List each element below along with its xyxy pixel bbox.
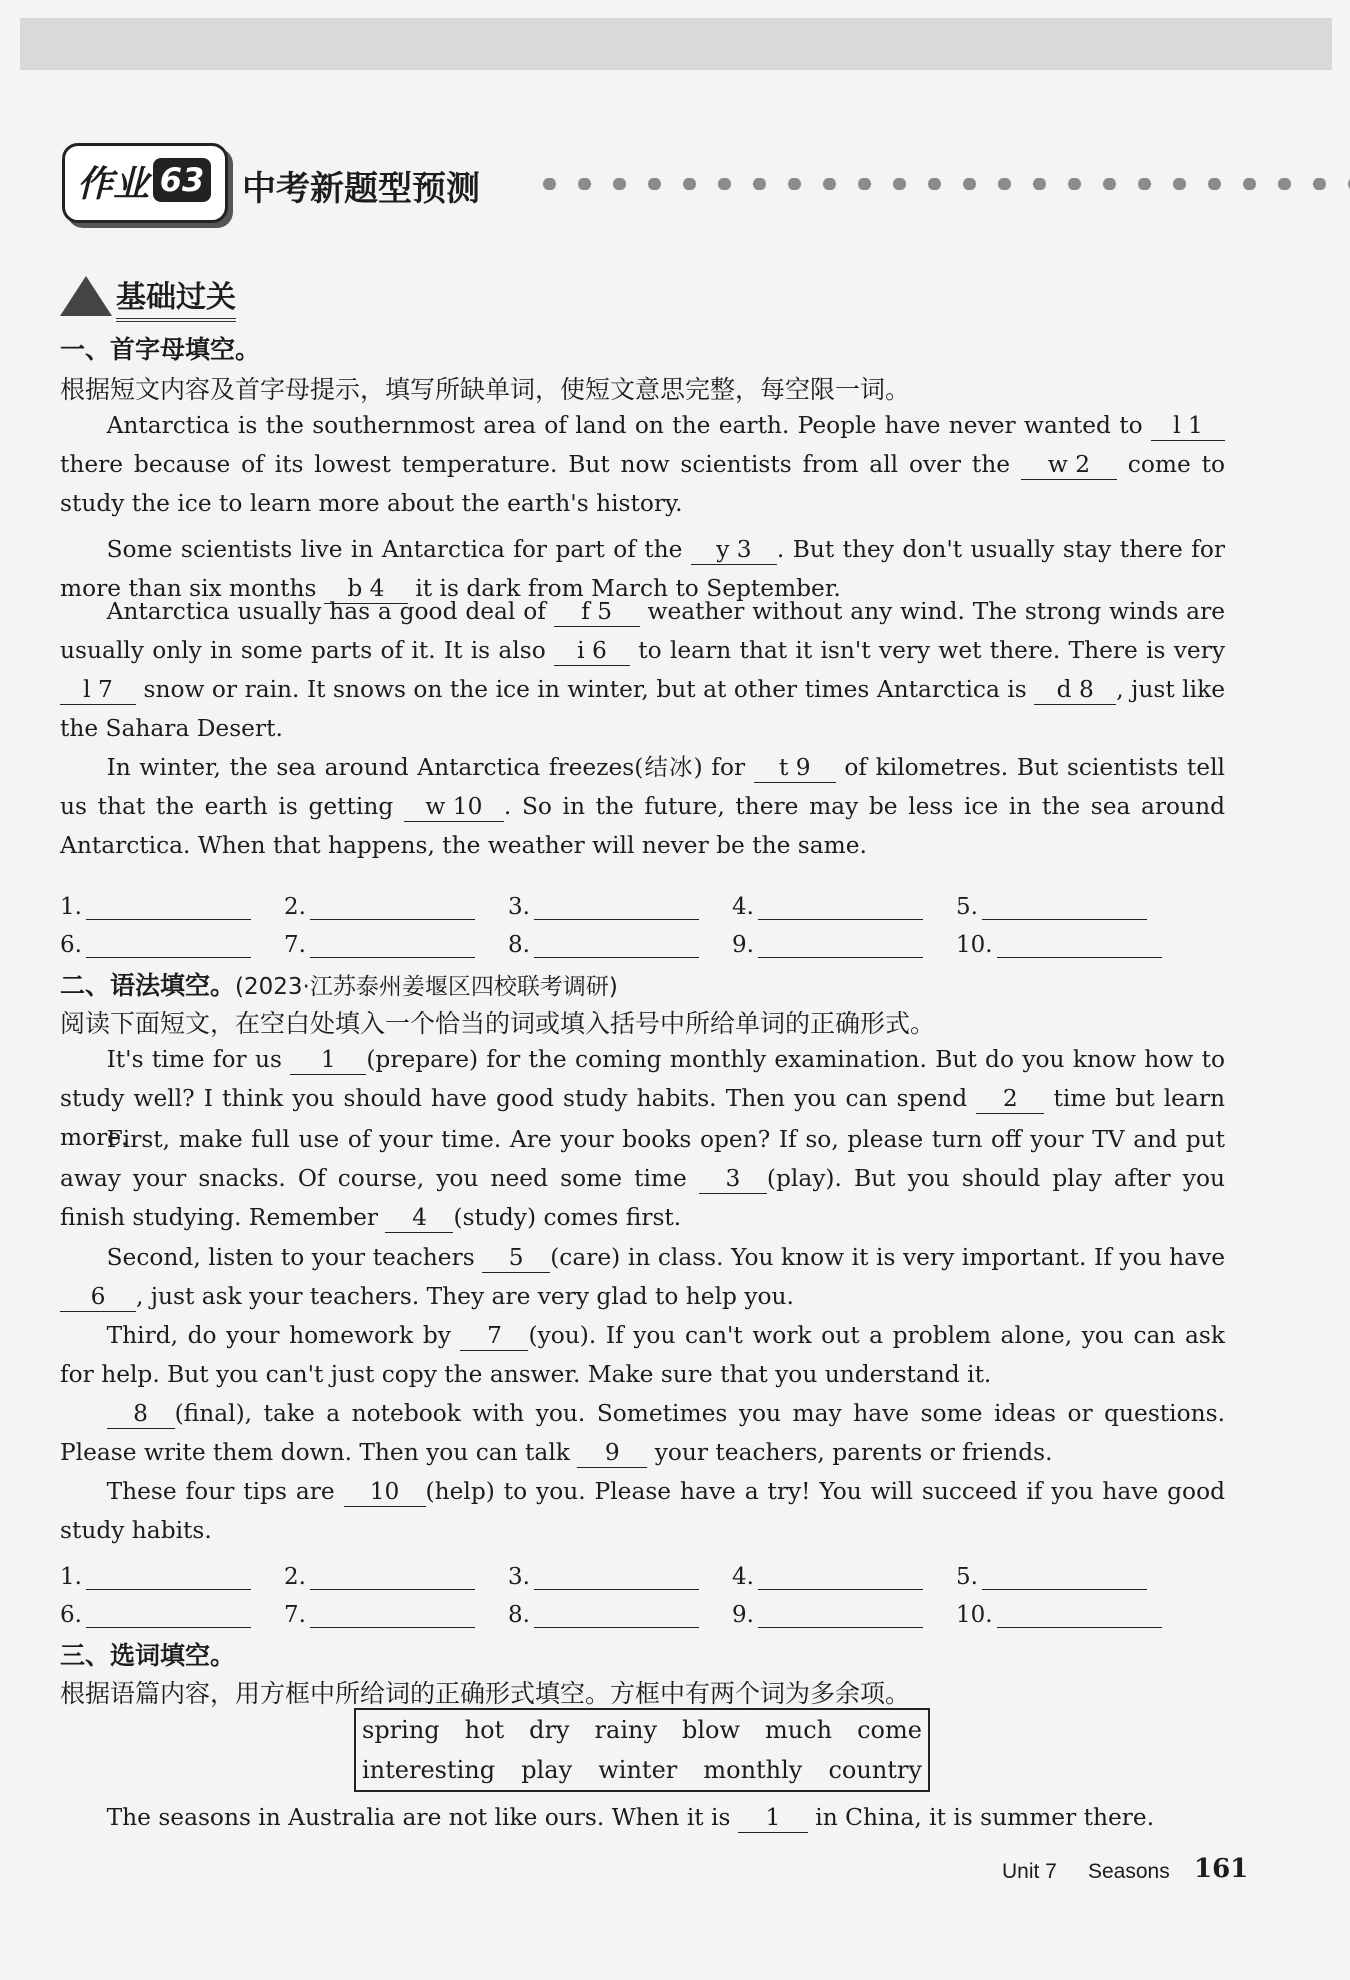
- answer-slot: [60, 920, 284, 958]
- answer-slot: [732, 920, 956, 958]
- part1-heading: 一、首字母填空。: [60, 335, 261, 364]
- fill-blank[interactable]: l 1: [1151, 412, 1225, 441]
- fill-blank[interactable]: 7: [460, 1322, 528, 1351]
- page-number: 161: [1194, 1854, 1249, 1884]
- fill-blank[interactable]: 1: [738, 1804, 808, 1833]
- answer-slot: [732, 1552, 956, 1590]
- fill-blank[interactable]: 3: [699, 1165, 767, 1194]
- fill-blank[interactable]: b 4: [324, 575, 408, 604]
- answer-slot: [284, 1590, 508, 1628]
- word-box-row: [356, 1710, 928, 1750]
- part1-answer-lines: [60, 882, 1240, 958]
- answer-line[interactable]: [310, 1567, 475, 1590]
- answer-row: [60, 882, 1240, 920]
- answer-number: 1.: [60, 1564, 82, 1590]
- answer-number: 1.: [60, 894, 82, 920]
- answer-number: 5.: [956, 894, 978, 920]
- answer-number: 10.: [956, 1602, 993, 1628]
- answer-line[interactable]: [86, 935, 251, 958]
- word-option: dry: [529, 1716, 570, 1744]
- answer-line[interactable]: [534, 897, 699, 920]
- answer-number: 6.: [60, 1602, 82, 1628]
- answer-slot: [284, 920, 508, 958]
- page-top-edge: [20, 18, 1332, 70]
- answer-row: [60, 1552, 1240, 1590]
- part2-heading-text: 二、语法填空。: [60, 971, 236, 1000]
- fill-blank[interactable]: 6: [60, 1283, 136, 1312]
- answer-number: 5.: [956, 1564, 978, 1590]
- fill-blank[interactable]: w 2: [1021, 451, 1117, 480]
- answer-slot: [60, 1590, 284, 1628]
- fill-blank[interactable]: y 3: [691, 536, 777, 565]
- word-option: rainy: [594, 1716, 658, 1744]
- word-box-row: [356, 1750, 928, 1790]
- footer-title: Seasons: [1088, 1860, 1170, 1883]
- word-option: country: [828, 1756, 922, 1784]
- answer-number: 2.: [284, 894, 306, 920]
- answer-line[interactable]: [310, 897, 475, 920]
- assignment-badge: [62, 143, 228, 223]
- answer-number: 8.: [508, 1602, 530, 1628]
- fill-blank[interactable]: l 7: [60, 676, 136, 705]
- answer-line[interactable]: [758, 897, 923, 920]
- answer-row: [60, 1590, 1240, 1628]
- passage-paragraph: It's time for us 1 (prepare) for the coming monthly examination. But do you know how to study well? I think you should have good study habits. Then you can spend 2 time but learn more.: [60, 1046, 1226, 1151]
- word-option: blow: [681, 1716, 741, 1744]
- answer-slot: [956, 882, 1180, 920]
- passage-paragraph: Second, listen to your teachers 5 (care) in class. You know it is very important. If you have 6 , just ask your teachers. They are very glad to help you.: [60, 1238, 1225, 1316]
- answer-line[interactable]: [534, 1567, 699, 1590]
- answer-number: 4.: [732, 894, 754, 920]
- mountain-icon: [60, 276, 112, 316]
- answer-slot: [956, 1552, 1180, 1590]
- answer-slot: [508, 1552, 732, 1590]
- passage-paragraph: Antarctica is the southernmost area of land on the earth. People have never wanted to l 1 there because of its lowest temperature. But now scientists from all over the w 2 come to study the ice to learn more about the earth's history.: [60, 412, 1225, 517]
- answer-line[interactable]: [758, 1605, 923, 1628]
- footer-unit: Unit 7: [1002, 1860, 1057, 1883]
- part2-answer-lines: [60, 1552, 1240, 1628]
- word-option: hot: [464, 1716, 505, 1744]
- answer-line[interactable]: [758, 1567, 923, 1590]
- word-option: monthly: [703, 1756, 803, 1784]
- badge-number: 63: [153, 158, 211, 202]
- answer-line[interactable]: [86, 897, 251, 920]
- passage-paragraph: In winter, the sea around Antarctica freezes(结冰) for t 9 of kilometres. But scientists tell us that the earth is getting w 10 . So in the future, there may be less ice in the sea around Antarctica. When that happens, the weather will never be the same.: [60, 754, 1225, 859]
- fill-blank[interactable]: 10: [344, 1478, 426, 1507]
- answer-slot: [956, 920, 1180, 958]
- passage-paragraph: First, make full use of your time. Are your books open? If so, please turn off your TV and put away your snacks. Of course, you need some time 3 (play). But you should play after you finish studying. Remember 4 (study) comes first.: [60, 1126, 1225, 1231]
- part2-source: (2023·江苏泰州姜堰区四校联考调研): [235, 974, 618, 1000]
- answer-line[interactable]: [534, 1605, 699, 1628]
- part3-instruction: 根据语篇内容，用方框中所给词的正确形式填空。方框中有两个词为多余项。: [60, 1679, 911, 1708]
- answer-row: [60, 920, 1240, 958]
- answer-number: 7.: [284, 1602, 306, 1628]
- answer-line[interactable]: [310, 1605, 475, 1628]
- fill-blank[interactable]: 5: [482, 1244, 550, 1273]
- answer-slot: [956, 1590, 1180, 1628]
- fill-blank[interactable]: t 9: [754, 754, 836, 783]
- answer-number: 6.: [60, 932, 82, 958]
- fill-blank[interactable]: i 6: [554, 637, 630, 666]
- answer-slot: [732, 882, 956, 920]
- answer-number: 4.: [732, 1564, 754, 1590]
- answer-slot: [284, 882, 508, 920]
- word-option: come: [857, 1716, 922, 1744]
- answer-slot: [508, 920, 732, 958]
- dot-rule: [532, 178, 1350, 190]
- passage-paragraph: Some scientists live in Antarctica for part of the y 3 . But they don't usually stay there for more than six months b 4 it is dark from March to September.: [60, 536, 1225, 602]
- answer-number: 8.: [508, 932, 530, 958]
- fill-blank[interactable]: 4: [385, 1204, 453, 1233]
- answer-number: 3.: [508, 894, 530, 920]
- answer-number: 2.: [284, 1564, 306, 1590]
- passage-paragraph: Third, do your homework by 7 (you). If you can't work out a problem alone, you can ask for help. But you can't just copy the answer. Make sure that you understand it.: [60, 1322, 1225, 1388]
- badge-text: 作业: [77, 164, 150, 205]
- answer-line[interactable]: [534, 935, 699, 958]
- word-option: play: [521, 1756, 573, 1784]
- section-tag: [60, 270, 270, 318]
- fill-blank[interactable]: 1: [290, 1046, 366, 1075]
- answer-line[interactable]: [997, 1605, 1162, 1628]
- answer-line[interactable]: [997, 935, 1162, 958]
- answer-number: 9.: [732, 1602, 754, 1628]
- answer-line[interactable]: [982, 1567, 1147, 1590]
- answer-line[interactable]: [758, 935, 923, 958]
- assignment-header: [62, 143, 1332, 223]
- word-option: winter: [598, 1756, 678, 1784]
- part3-passage: The seasons in Australia are not like ours. When it is 1 in China, it is summer there.: [106, 1804, 1155, 1831]
- answer-slot: [508, 1590, 732, 1628]
- word-option: interesting: [362, 1756, 496, 1784]
- passage-paragraph: These four tips are 10 (help) to you. Please have a try! You will succeed if you have good study habits.: [60, 1478, 1226, 1544]
- fill-blank[interactable]: 8: [107, 1400, 175, 1429]
- fill-blank[interactable]: 9: [577, 1439, 647, 1468]
- answer-number: 9.: [732, 932, 754, 958]
- part1-instruction: 根据短文内容及首字母提示，填写所缺单词，使短文意思完整，每空限一词。: [60, 375, 911, 404]
- answer-slot: [508, 882, 732, 920]
- passage-paragraph: Antarctica usually has a good deal of f 5 weather without any wind. The strong winds are usually only in some parts of it. It is also i 6 to learn that it isn't very wet there. There is very l 7 snow or rain. It snows on the ice in winter, but at other times Antarctica is d 8 , just like the Sahara Desert.: [60, 598, 1225, 742]
- part2-heading: [60, 966, 618, 1002]
- answer-number: 3.: [508, 1564, 530, 1590]
- answer-slot: [284, 1552, 508, 1590]
- answer-slot: [732, 1590, 956, 1628]
- fill-blank[interactable]: 2: [976, 1085, 1044, 1114]
- word-option: spring: [362, 1716, 440, 1744]
- part3-heading: 三、选词填空。: [60, 1641, 236, 1670]
- header-title: 中考新题型预测: [242, 169, 480, 209]
- part2-instruction: 阅读下面短文，在空白处填入一个恰当的词或填入括号中所给单词的正确形式。: [60, 1009, 936, 1038]
- word-box: [354, 1708, 930, 1792]
- section-label: 基础过关: [116, 272, 236, 322]
- answer-line[interactable]: [86, 1605, 251, 1628]
- answer-number: 7.: [284, 932, 306, 958]
- answer-line[interactable]: [310, 935, 475, 958]
- passage-paragraph: 8 (final), take a notebook with you. Sometimes you may have some ideas or questions. Please write them down. Then you can talk 9 your teachers, parents or friends.: [60, 1400, 1225, 1466]
- fill-blank[interactable]: w 10: [404, 793, 504, 822]
- fill-blank[interactable]: d 8: [1034, 676, 1116, 705]
- answer-line[interactable]: [982, 897, 1147, 920]
- answer-line[interactable]: [86, 1567, 251, 1590]
- word-option: much: [764, 1716, 833, 1744]
- answer-slot: [60, 1552, 284, 1590]
- answer-slot: [60, 882, 284, 920]
- answer-number: 10.: [956, 932, 993, 958]
- fill-blank[interactable]: f 5: [554, 598, 640, 627]
